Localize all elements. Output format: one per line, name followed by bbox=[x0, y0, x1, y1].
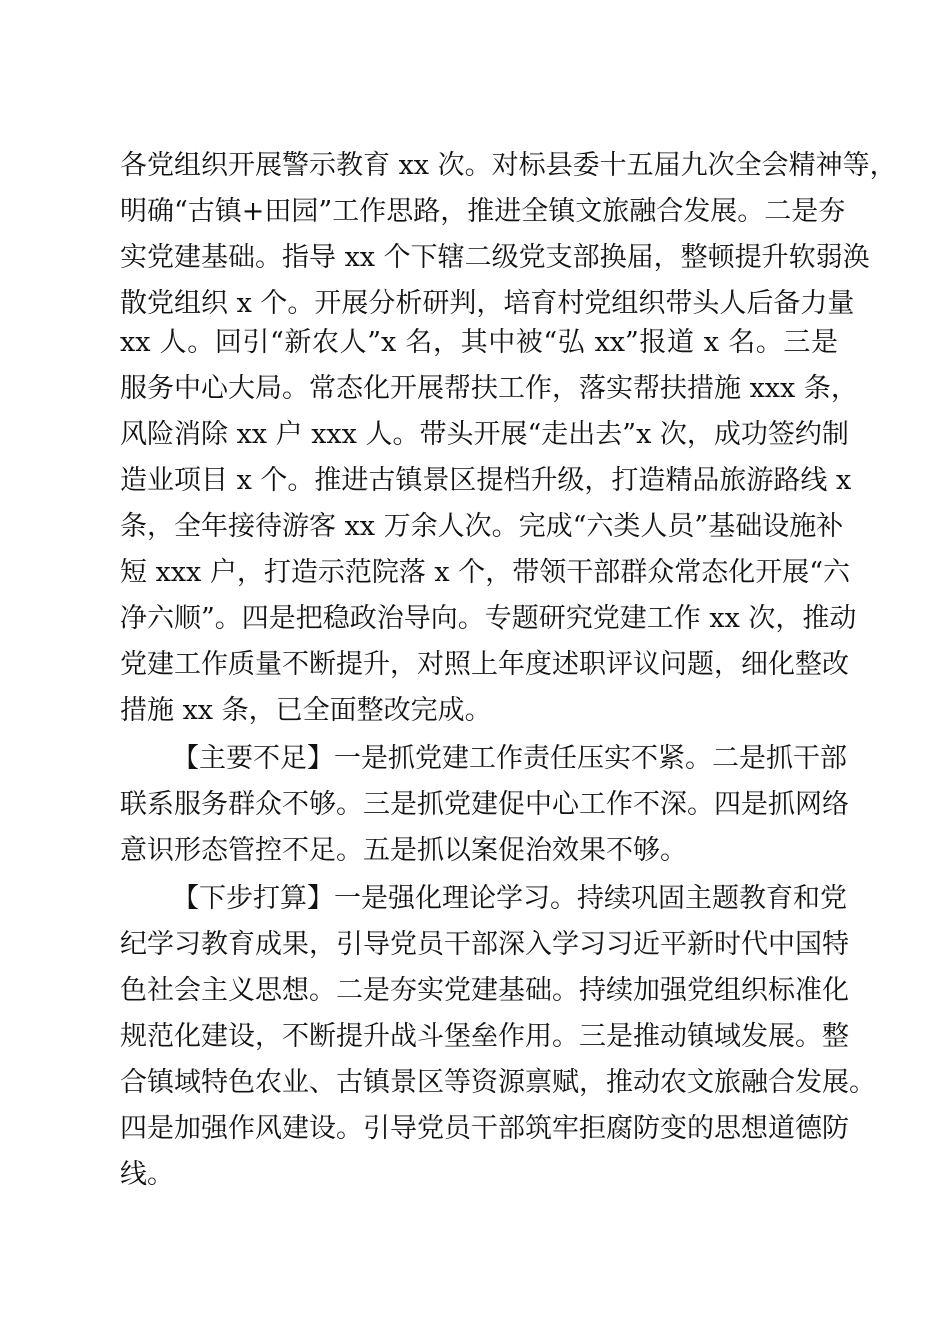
paragraph-3-line-2: 纪学习教育成果，引导党员干部深入学习习近平新时代中国特 bbox=[120, 929, 849, 960]
paragraph-1-line-7: 风险消除 xx 户 xxx 人。带头开展“走出去”x 次，成功签约制 bbox=[120, 419, 849, 450]
paragraph-2-line-1: 【主要不足】一是抓党建工作责任压实不紧。二是抓干部 bbox=[172, 743, 847, 774]
paragraph-3-line-1: 【下步打算】一是强化理论学习。持续巩固主题教育和党 bbox=[172, 883, 847, 914]
paragraph-1-line-12: 党建工作质量不断提升，对照上年度述职评议问题，细化整改 bbox=[120, 649, 849, 680]
paragraph-2-line-2: 联系服务群众不够。三是抓党建促中心工作不深。四是抓网络 bbox=[120, 789, 849, 820]
paragraph-1-line-9: 条，全年接待游客 xx 万余人次。完成“六类人员”基础设施补 bbox=[120, 511, 844, 542]
paragraph-1-line-10: 短 xxx 户，打造示范院落 x 个，带领干部群众常态化开展“六 bbox=[120, 557, 851, 588]
paragraph-2-line-3: 意识形态管控不足。五是抓以案促治效果不够。 bbox=[120, 835, 687, 866]
paragraph-3-line-3: 色社会主义思想。二是夯实党建基础。持续加强党组织标准化 bbox=[120, 975, 849, 1006]
paragraph-1-line-1: 各党组织开展警示教育 xx 次。对标县委十五届九次全会精神等， bbox=[120, 150, 897, 181]
paragraph-1-line-4: 散党组织 x 个。开展分析研判，培育村党组织带头人后备力量 bbox=[120, 288, 855, 319]
paragraph-1-line-6: 服务中心大局。常态化开展帮扶工作，落实帮扶措施 xxx 条， bbox=[120, 373, 858, 404]
paragraph-1-line-13: 措施 xx 条，已全面整改完成。 bbox=[120, 695, 492, 726]
paragraph-1-line-2: 明确“古镇+田园”工作思路，推进全镇文旅融合发展。二是夯 bbox=[120, 196, 846, 227]
paragraph-1-line-11: 净六顺”。四是把稳政治导向。专题研究党建工作 xx 次，推动 bbox=[120, 603, 857, 634]
paragraph-3-line-4: 规范化建设，不断提升战斗堡垒作用。三是推动镇域发展。整 bbox=[120, 1021, 849, 1052]
paragraph-3-line-5: 合镇域特色农业、古镇景区等资源禀赋，推动农文旅融合发展。 bbox=[120, 1067, 876, 1098]
paragraph-3-line-6: 四是加强作风建设。引导党员干部筑牢拒腐防变的思想道德防 bbox=[120, 1113, 849, 1144]
paragraph-1-line-5: xx 人。回引“新农人”x 名，其中被“弘 xx”报道 x 名。三是 bbox=[120, 327, 838, 358]
paragraph-1-line-8: 造业项目 x 个。推进古镇景区提档升级，打造精品旅游路线 x bbox=[120, 465, 852, 496]
paragraph-1-line-3: 实党建基础。指导 xx 个下辖二级党支部换届，整顿提升软弱涣 bbox=[120, 242, 870, 273]
paragraph-3-line-7: 线。 bbox=[120, 1159, 174, 1190]
